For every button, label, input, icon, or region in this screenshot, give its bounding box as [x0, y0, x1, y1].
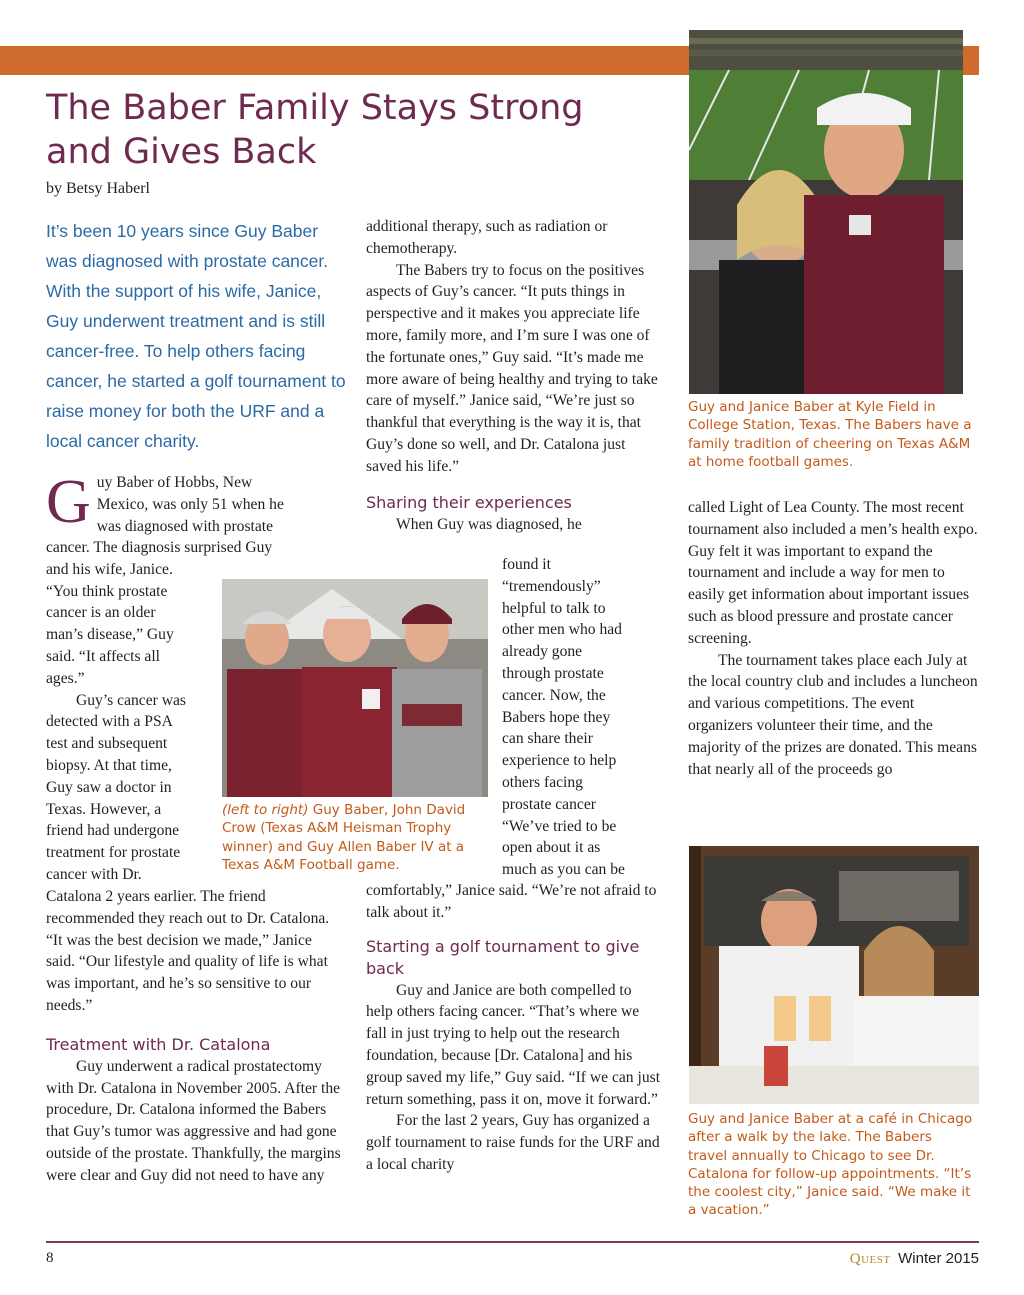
col2-line: much as you can be: [502, 861, 625, 879]
article-title: The Baber Family Stays Strong and Gives Back: [46, 88, 584, 172]
col3-paragraph: called Light of Lea County. The most recent tournament also included a men’s health expo. Guy felt it was important to expand the tournament and include a way for men to easily get information about important issues such as blood pressure and prostate cancer screening.: [688, 499, 978, 647]
col2-line: found it: [502, 556, 551, 573]
col1-line: Texas. However, a: [46, 800, 162, 818]
col1-line: Guy’s cancer was: [76, 691, 186, 709]
col2-line: other men who had: [502, 621, 622, 639]
col2-paragraph: additional therapy, such as radiation or chemotherapy.: [366, 218, 608, 257]
stadium-photo: [689, 30, 963, 394]
article-intro: It’s been 10 years since Guy Baber was diagnosed with prostate cancer. With the support of his wife, Janice, Guy underwent treatment and is still cancer-free. To help others facing cancer, he started a golf tournament to raise money for both the URF and a local cancer charity.: [46, 221, 346, 451]
col2-line: When Guy was diagnosed, he: [396, 515, 582, 533]
subhead-treatment: Treatment with Dr. Catalona: [46, 1034, 271, 1054]
col2-paragraph: Guy and Janice are both compelled to help others facing cancer. “That’s where we fall in just trying to help out the research foundation, because [Dr. Catalona] and his group saved my life,” Guy said. “If we can just return something, pass it on, move it forward.”: [366, 981, 661, 1108]
stadium-photo-caption: Guy and Janice Baber at Kyle Field in College Station, Texas. The Babers have a family tradition of cheering on Texas A&M at home football games.: [688, 399, 972, 470]
col2-line: open about it as: [502, 839, 601, 857]
col2-line: “tremendously”: [502, 577, 601, 595]
col2-paragraph: For the last 2 years, Guy has organized a golf tournament to raise funds for the URF and a local charity: [366, 1112, 660, 1173]
column-3: [688, 497, 982, 780]
cafe-photo-caption: Guy and Janice Baber at a café in Chicago after a walk by the lake. The Babers travel annually to Chicago to see Dr. Catalona for follow-up appointments. “It’s the coolest city,” Janice said. “We make it a vacation.”: [688, 1111, 973, 1219]
col1-line: cancer with Dr.: [46, 865, 142, 883]
col2-paragraph: The Babers try to focus on the positives aspects of Guy’s cancer. “It puts things in perspective and it makes you appreciate life more, family more, and I’m sure I was one of the fortunate ones,” Guy said. “It’s made me more aware of being healthy and trying to take care of myself.” Janice said, “We’re just so thankful that everything is the way it is, that Guy’s done so well, and Dr. Catalona just saved his life.”: [366, 261, 658, 475]
caption-text: Guy Baber, John David Crow (Texas A&M Heisman Trophy winner) and Guy Allen Baber IV at a Texas A&M Football game.: [222, 802, 466, 873]
magazine-name: Quest: [849, 1251, 891, 1267]
caption-italic-prefix: (left to right): [222, 802, 309, 818]
footer-rule: [46, 1241, 979, 1243]
col2-line: can share their: [502, 730, 593, 748]
issue-footer: [850, 1250, 979, 1268]
column-1-top: [46, 468, 356, 537]
col2-line: experience to help: [502, 752, 617, 770]
col1-paragraph: Guy underwent a radical prostatectomy with Dr. Catalona in November 2005. After the procedure, Dr. Catalona informed the Babers that Guy’s tumor was aggressive and had gone outside of the prostate. Thankfully, the margins were clear and Guy did not need to have any: [46, 1057, 341, 1184]
column-1-bottom: [46, 886, 342, 1187]
col1-line: Guy saw a doctor in: [46, 778, 172, 796]
col1-line: cancer. The diagnosis surprised Guy: [46, 539, 273, 556]
col2-line: through prostate: [502, 664, 604, 682]
col2-line: prostate cancer: [502, 795, 596, 813]
byline: by Betsy Haberl: [46, 180, 150, 197]
col1-line: man’s disease,” Guy: [46, 626, 174, 644]
col1-line: detected with a PSA: [46, 713, 173, 731]
col1-line: “You think prostate: [46, 582, 168, 600]
page-number: 8: [46, 1250, 54, 1266]
column-2-bottom: [366, 880, 662, 1176]
col3-paragraph: The tournament takes place each July at the local country club and includes a luncheon and various competitions. The event organizers volunteer their time, and the majority of the prizes are donated. This means that nearly all of the proceeds go: [688, 651, 978, 778]
col1-line: was diagnosed with prostate: [96, 517, 274, 535]
column-2-narrow: [502, 554, 662, 881]
col1-line: cancer is an older: [46, 604, 156, 622]
col1-line: uy Baber of Hobbs, New: [96, 474, 253, 491]
col1-line: treatment for prostate: [46, 844, 181, 862]
col1-line: test and subsequent: [46, 735, 168, 753]
col2-line: “We’ve tried to be: [502, 817, 617, 835]
col1-line: Mexico, was only 51 when he: [96, 495, 284, 513]
col1-line: biopsy. At that time,: [46, 756, 172, 774]
col1-paragraph: Catalona 2 years earlier. The friend recommended they reach out to Dr. Catalona. “It was the best decision we made,” Janice said. “Our lifestyle and quality of life is what was important, and he’s so sensitive to our needs.”: [46, 888, 330, 1014]
subhead-golf: Starting a golf tournament to give back: [366, 936, 640, 978]
col1-line: ages.”: [46, 669, 85, 687]
col1-line: and his wife, Janice.: [46, 560, 173, 578]
col2-line: others facing: [502, 773, 583, 791]
col2-line: Babers hope they: [502, 708, 611, 726]
column-2-top: [366, 216, 662, 535]
group-photo: [222, 579, 488, 797]
subhead-sharing: Sharing their experiences: [366, 492, 572, 512]
col1-line: said. “It affects all: [46, 647, 161, 665]
col2-line: already gone: [502, 643, 583, 661]
cafe-photo: [689, 846, 979, 1104]
col2-line: helpful to talk to: [502, 599, 606, 617]
col2-line: cancer. Now, the: [502, 686, 606, 704]
col1-line: friend had undergone: [46, 822, 180, 840]
drop-cap: G: [46, 468, 91, 536]
group-photo-caption: [222, 801, 492, 874]
issue-date: Winter 2015: [898, 1250, 979, 1267]
col2-paragraph: comfortably,” Janice said. “We’re not afraid to talk about it.”: [366, 882, 657, 921]
